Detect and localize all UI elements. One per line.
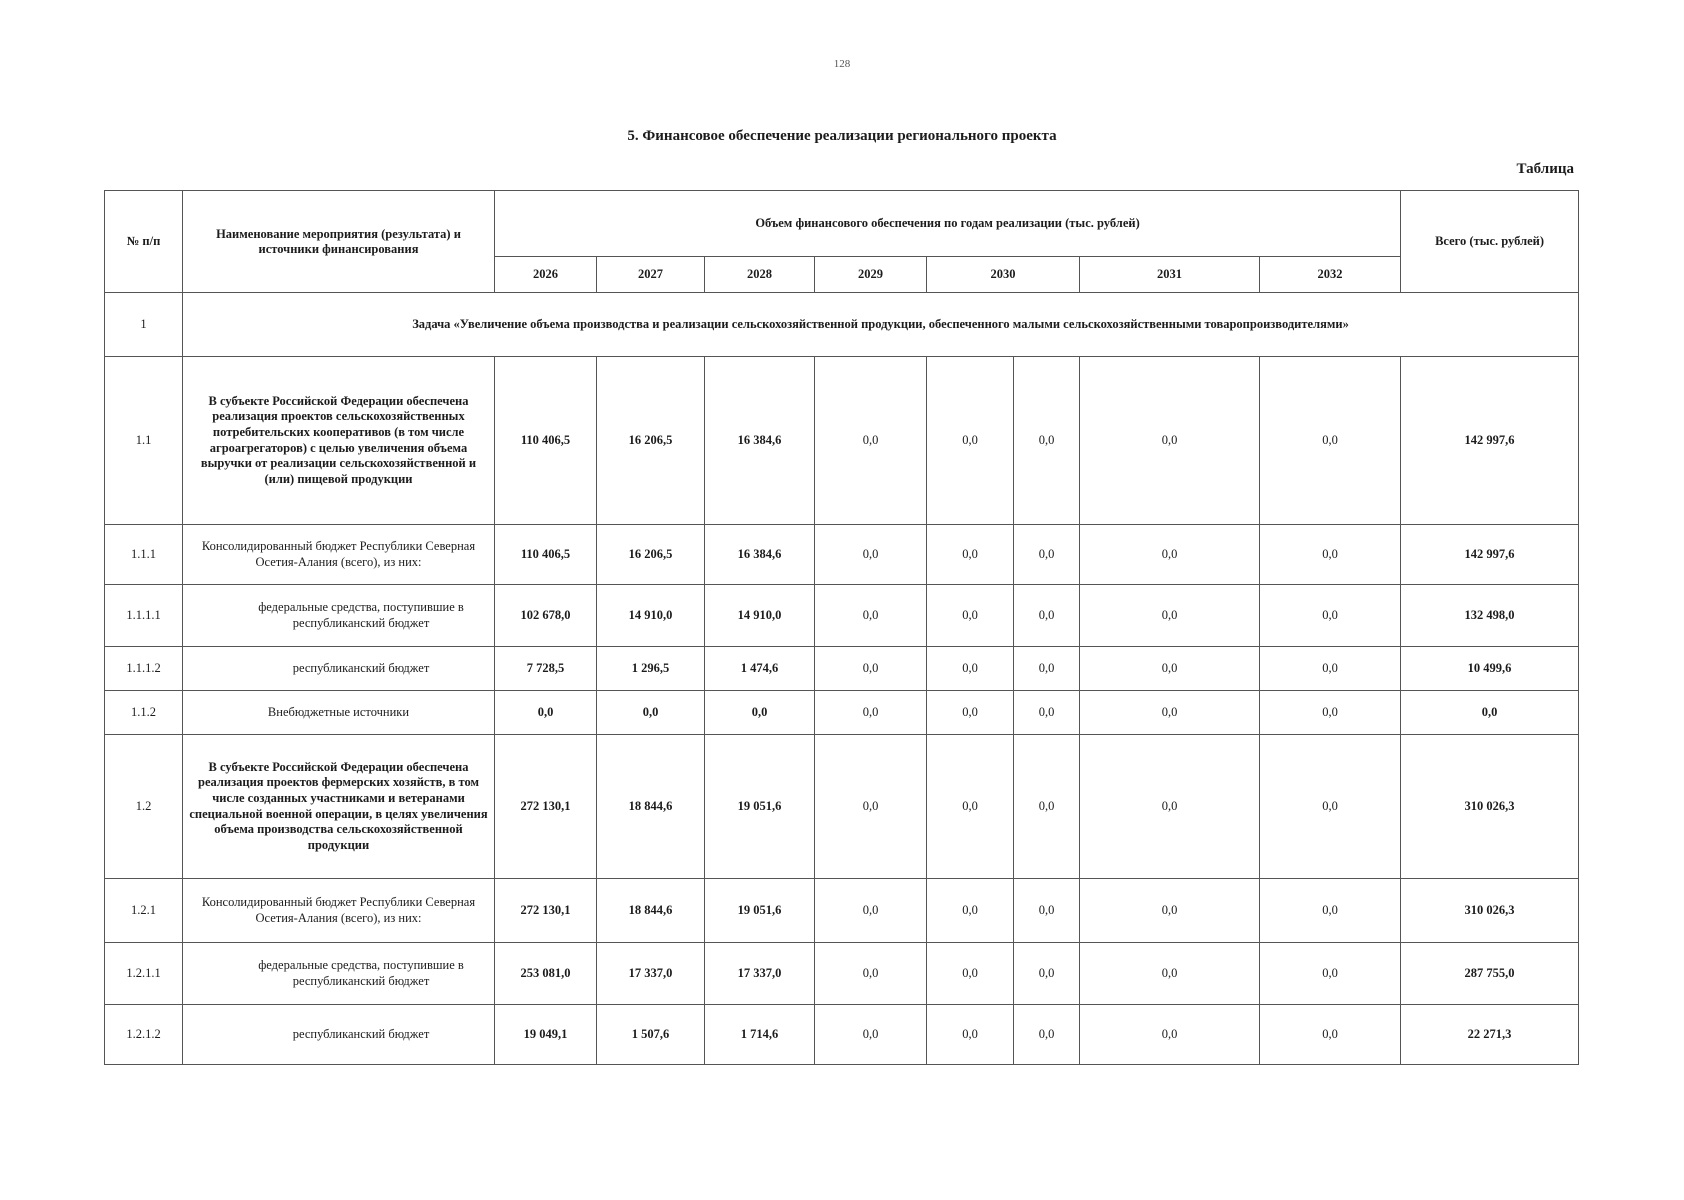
table-row: [105, 879, 1579, 943]
header-year: 2032: [1260, 257, 1401, 293]
cell-value: 0,0: [1260, 735, 1401, 879]
cell-total: 310 026,3: [1401, 879, 1579, 943]
header-year: 2030: [927, 257, 1080, 293]
cell-value: 0,0: [1014, 735, 1080, 879]
cell-value: 0,0: [597, 691, 705, 735]
table-row: [105, 357, 1579, 525]
table-row: [105, 735, 1579, 879]
cell-value: 0,0: [1080, 525, 1260, 585]
cell-value: 0,0: [1260, 585, 1401, 647]
cell-total: 10 499,6: [1401, 647, 1579, 691]
cell-total: 142 997,6: [1401, 357, 1579, 525]
cell-value: 0,0: [1260, 691, 1401, 735]
header-year: 2031: [1080, 257, 1260, 293]
cell-value: 0,0: [815, 735, 927, 879]
cell-value: 19 051,6: [705, 735, 815, 879]
cell-value: 16 384,6: [705, 357, 815, 525]
cell-value: 19 051,6: [705, 879, 815, 943]
cell-total: 132 498,0: [1401, 585, 1579, 647]
cell-value: 16 206,5: [597, 357, 705, 525]
cell-value: 0,0: [1080, 943, 1260, 1005]
cell-value: 0,0: [1260, 879, 1401, 943]
cell-value: 0,0: [1014, 585, 1080, 647]
cell-value: 0,0: [927, 357, 1014, 525]
row-number: 1.1: [105, 357, 183, 525]
cell-value: 18 844,6: [597, 735, 705, 879]
row-name: В субъекте Российской Федерации обеспечена реализация проектов фермерских хозяйств, в том числе созданных участниками и ветеранами специальной военной операции, в целях увеличения объема производства сельскохозяйственной продукции: [183, 735, 495, 879]
cell-value: 1 474,6: [705, 647, 815, 691]
cell-value: 1 714,6: [705, 1005, 815, 1065]
cell-value: 0,0: [815, 647, 927, 691]
row-number: 1.1.1: [105, 525, 183, 585]
row-name: республиканский бюджет: [183, 647, 495, 691]
table-row: [105, 1005, 1579, 1065]
cell-value: 7 728,5: [495, 647, 597, 691]
cell-value: 110 406,5: [495, 357, 597, 525]
row-number: 1.2.1.1: [105, 943, 183, 1005]
page-title: 5. Финансовое обеспечение реализации регионального проекта: [627, 128, 1057, 144]
header-year: 2027: [597, 257, 705, 293]
cell-value: 0,0: [1260, 943, 1401, 1005]
cell-value: 110 406,5: [495, 525, 597, 585]
cell-value: 0,0: [927, 585, 1014, 647]
cell-value: 0,0: [495, 691, 597, 735]
cell-value: 0,0: [1260, 647, 1401, 691]
page-number: 128: [833, 58, 851, 70]
cell-value: 0,0: [1080, 647, 1260, 691]
cell-value: 0,0: [1080, 691, 1260, 735]
cell-value: 0,0: [1080, 357, 1260, 525]
row-name: Консолидированный бюджет Республики Северная Осетия-Алания (всего), из них:: [183, 879, 495, 943]
cell-value: 0,0: [927, 691, 1014, 735]
table-row: [105, 647, 1579, 691]
cell-value: 0,0: [1014, 357, 1080, 525]
row-number: 1.1.1.1: [105, 585, 183, 647]
cell-value: 0,0: [927, 647, 1014, 691]
cell-total: 310 026,3: [1401, 735, 1579, 879]
cell-value: 0,0: [815, 585, 927, 647]
cell-value: 0,0: [927, 943, 1014, 1005]
cell-total: 142 997,6: [1401, 525, 1579, 585]
table-row: [105, 585, 1579, 647]
header-no: № п/п: [105, 191, 183, 293]
header-total: Всего (тыс. рублей): [1401, 191, 1579, 293]
task-number: 1: [105, 293, 183, 357]
cell-value: 0,0: [705, 691, 815, 735]
cell-value: 0,0: [927, 1005, 1014, 1065]
cell-value: 0,0: [927, 735, 1014, 879]
table-caption: Таблица: [1516, 161, 1574, 177]
cell-value: 1 296,5: [597, 647, 705, 691]
cell-value: 1 507,6: [597, 1005, 705, 1065]
cell-value: 0,0: [1014, 647, 1080, 691]
cell-value: 17 337,0: [597, 943, 705, 1005]
row-number: 1.2.1.2: [105, 1005, 183, 1065]
table-row: [105, 691, 1579, 735]
cell-value: 272 130,1: [495, 879, 597, 943]
cell-value: 0,0: [1260, 357, 1401, 525]
cell-value: 0,0: [1014, 943, 1080, 1005]
cell-value: 0,0: [1260, 525, 1401, 585]
cell-value: 0,0: [1014, 525, 1080, 585]
row-name: Внебюджетные источники: [183, 691, 495, 735]
cell-value: 0,0: [815, 525, 927, 585]
row-name: республиканский бюджет: [183, 1005, 495, 1065]
cell-value: 272 130,1: [495, 735, 597, 879]
row-number: 1.1.2: [105, 691, 183, 735]
task-row: [105, 293, 1579, 357]
row-name: федеральные средства, поступившие в республиканский бюджет: [183, 585, 495, 647]
header-name: Наименование мероприятия (результата) и источники финансирования: [183, 191, 495, 293]
cell-value: 17 337,0: [705, 943, 815, 1005]
cell-value: 0,0: [815, 943, 927, 1005]
row-number: 1.2: [105, 735, 183, 879]
row-number: 1.2.1: [105, 879, 183, 943]
financing-table: [104, 190, 1579, 1065]
cell-value: 0,0: [1080, 585, 1260, 647]
cell-value: 0,0: [815, 357, 927, 525]
cell-total: 0,0: [1401, 691, 1579, 735]
cell-value: 19 049,1: [495, 1005, 597, 1065]
cell-value: 0,0: [815, 1005, 927, 1065]
cell-value: 0,0: [1014, 879, 1080, 943]
cell-value: 0,0: [1260, 1005, 1401, 1065]
cell-total: 287 755,0: [1401, 943, 1579, 1005]
table-row: [105, 525, 1579, 585]
cell-value: 102 678,0: [495, 585, 597, 647]
cell-value: 0,0: [1080, 1005, 1260, 1065]
row-name: федеральные средства, поступившие в республиканский бюджет: [183, 943, 495, 1005]
cell-value: 0,0: [815, 691, 927, 735]
cell-value: 14 910,0: [597, 585, 705, 647]
cell-value: 0,0: [927, 879, 1014, 943]
cell-value: 14 910,0: [705, 585, 815, 647]
cell-total: 22 271,3: [1401, 1005, 1579, 1065]
row-name: Консолидированный бюджет Республики Северная Осетия-Алания (всего), из них:: [183, 525, 495, 585]
task-text: Задача «Увеличение объема производства и реализации сельскохозяйственной продукции, обеспеченного малыми сельскохозяйственными товаропроизводителями»: [183, 293, 1579, 357]
cell-value: 0,0: [1080, 879, 1260, 943]
cell-value: 0,0: [1014, 1005, 1080, 1065]
cell-value: 0,0: [1014, 691, 1080, 735]
row-name: В субъекте Российской Федерации обеспечена реализация проектов сельскохозяйственных потребительских кооперативов (в том числе агроагрегаторов) с целью увеличения объема выручки от реализации сельскохозяйственной и (или) пищевой продукции: [183, 357, 495, 525]
row-number: 1.1.1.2: [105, 647, 183, 691]
cell-value: 0,0: [927, 525, 1014, 585]
cell-value: 16 384,6: [705, 525, 815, 585]
header-year: 2029: [815, 257, 927, 293]
cell-value: 0,0: [1080, 735, 1260, 879]
header-year: 2026: [495, 257, 597, 293]
cell-value: 18 844,6: [597, 879, 705, 943]
table-row: [105, 943, 1579, 1005]
cell-value: 16 206,5: [597, 525, 705, 585]
cell-value: 253 081,0: [495, 943, 597, 1005]
cell-value: 0,0: [815, 879, 927, 943]
header-volume: Объем финансового обеспечения по годам реализации (тыс. рублей): [495, 191, 1401, 257]
header-year: 2028: [705, 257, 815, 293]
